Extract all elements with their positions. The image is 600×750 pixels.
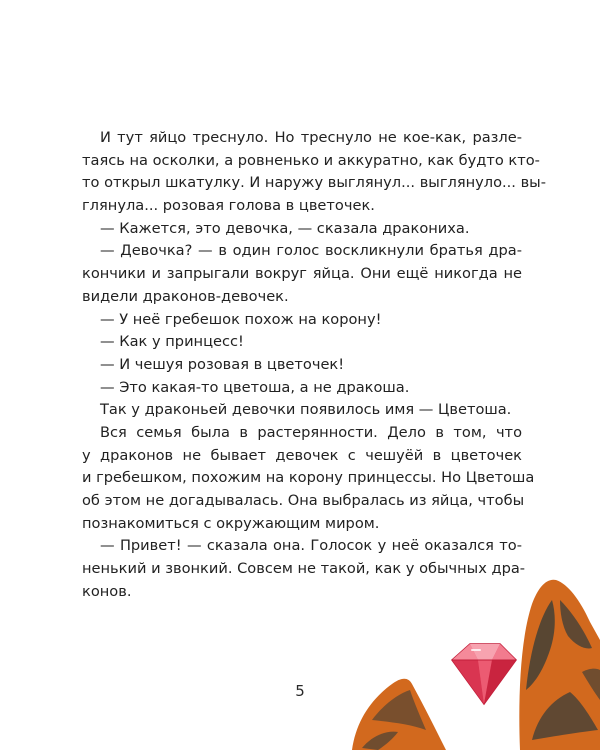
text-line-1: И тут яйцо треснуло. Но треснуло не кое-как, разле- [100, 129, 522, 146]
page-number: 5 [295, 682, 305, 700]
text-line-8: видели драконов-девочек. [82, 287, 289, 305]
text-line-7: кончики и запрыгали вокруг яйца. Они ещё никогда не [82, 265, 522, 283]
dragon-right-horn [519, 580, 600, 750]
text-line-13: Так у драконьей девочки появилось имя — Цветоша. [100, 401, 512, 419]
text-line-20: ненький и звонкий. Совсем не такой, как у обычных дра- [82, 560, 526, 578]
text-line-15: у драконов не бывает девочек с чешуёй в цветочек [82, 446, 522, 464]
text-line-9: — У неё гребешок похож на корону! [100, 310, 382, 328]
text-line-2: таясь на осколки, а ровненько и аккуратно, как будто кто- [82, 151, 540, 169]
text-line-5: — Кажется, это девочка, — сказала дракониха. [100, 219, 470, 237]
text-line-12: — Это какая-то цветоша, а не дракоша. [100, 378, 410, 396]
text-line-6: — Девочка? — в один голос воскликнули братья дра- [100, 242, 522, 260]
story-text [82, 127, 546, 603]
text-line-16: и гребешком, похожим на корону принцессы. Но Цветоша [82, 469, 535, 487]
text-line-19: — Привет! — сказала она. Голосок у неё оказался то- [100, 537, 522, 555]
text-line-11: — И чешуя розовая в цветочек! [100, 355, 345, 373]
text-line-14: Вся семья была в растерянности. Дело в том, что [100, 423, 522, 441]
text-line-4: глянула... розовая голова в цветочек. [82, 197, 375, 215]
text-line-17: об этом не догадывалась. Она выбралась из яйца, чтобы [82, 492, 525, 509]
text-line-10: — Как у принцесс! [100, 333, 244, 351]
text-line-18: познакомиться с окружающим миром. [82, 514, 380, 532]
text-line-21: конов. [82, 582, 132, 600]
text-line-3: то открыл шкатулку. И наружу выглянул... выглянуло... вы- [82, 174, 546, 192]
